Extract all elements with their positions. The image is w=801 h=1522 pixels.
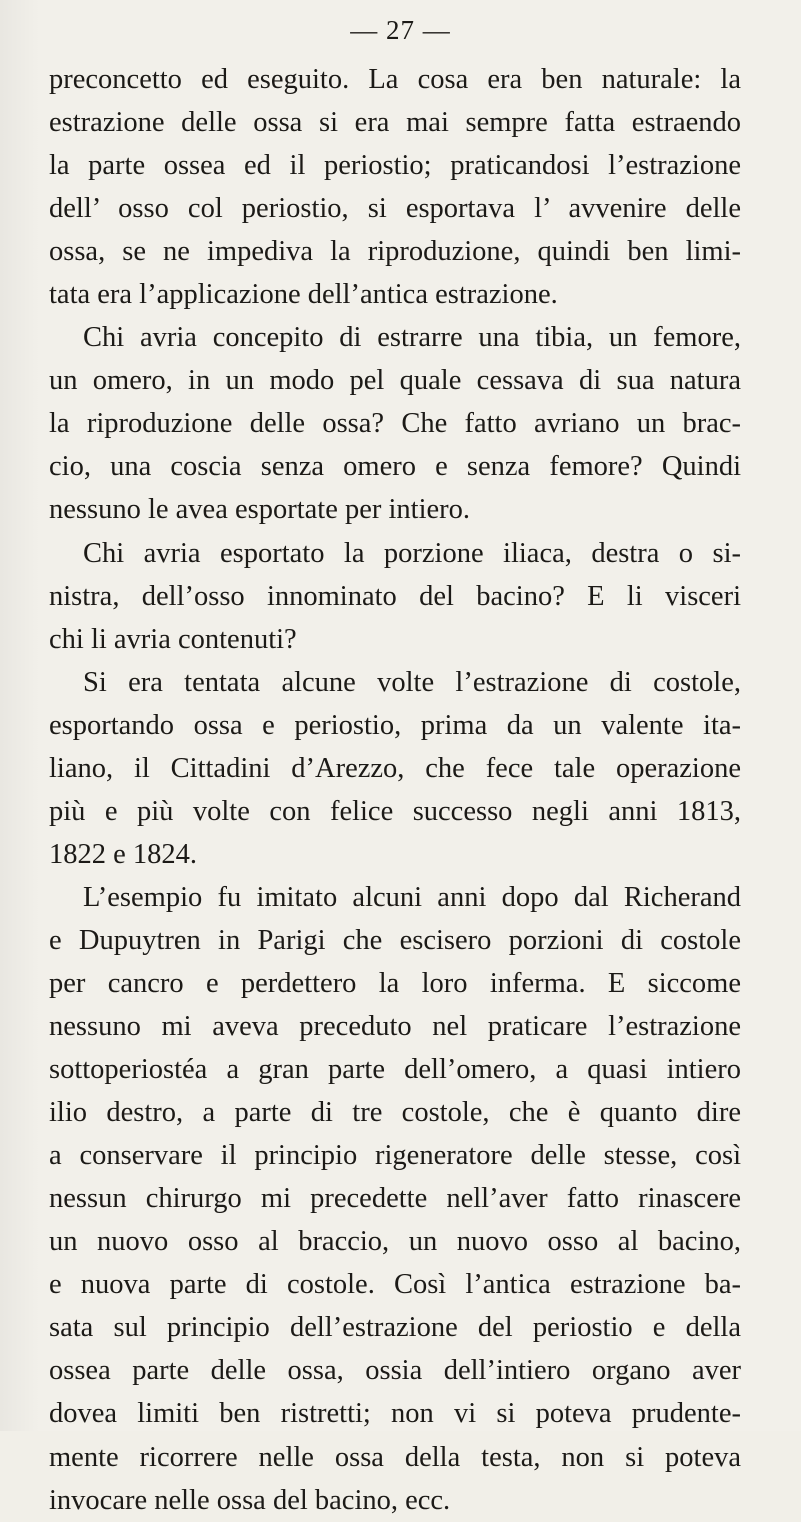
text-line: tata era l’applicazione dell’antica estrazione. [49, 279, 558, 311]
text-line: esportando ossa e periostio, prima da un valente ita- [49, 709, 741, 741]
text-line: e Dupuytren in Parigi che escisero porzioni di costole [49, 924, 741, 956]
body-text [49, 58, 741, 1522]
text-line: più e più volte con felice successo negli anni 1813, [49, 795, 741, 827]
page-number: — 27 — [350, 15, 451, 45]
text-line: la parte ossea ed il periostio; praticandosi l’estrazione [49, 150, 741, 182]
text-line: nessuno le avea esportate per intiero. [49, 494, 471, 526]
text-line: invocare nelle ossa del bacino, ecc. [49, 1484, 451, 1516]
text-line: Si era tentata alcune volte l’estrazione di costole, [83, 666, 741, 698]
text-line: Chi avria concepito di estrarre una tibia, un femore, [83, 322, 741, 354]
text-line: mente ricorrere nelle ossa della testa, non si poteva [49, 1441, 741, 1473]
text-line: Chi avria esportato la porzione iliaca, destra o si- [83, 537, 741, 569]
text-line: ossea parte delle ossa, ossia dell’intiero organo aver [49, 1355, 741, 1387]
text-line: liano, il Cittadini d’Arezzo, che fece tale operazione [49, 752, 741, 784]
text-line: nessun chirurgo mi precedette nell’aver fatto rinascere [49, 1183, 741, 1215]
text-line: ossa, se ne impediva la riproduzione, quindi ben limi- [49, 236, 741, 268]
text-line: 1822 e 1824. [49, 838, 198, 870]
text-line: nessuno mi aveva preceduto nel praticare l’estrazione [49, 1011, 741, 1043]
text-line: a conservare il principio rigeneratore delle stesse, così [49, 1140, 741, 1172]
text-line: ilio destro, a parte di tre costole, che è quanto dire [49, 1097, 741, 1129]
text-line: cio, una coscia senza omero e senza femore? Quindi [49, 451, 741, 483]
text-line: preconcetto ed eseguito. La cosa era ben naturale: la [49, 64, 741, 95]
text-line: un nuovo osso al braccio, un nuovo osso al bacino, [49, 1226, 741, 1258]
text-line: sottoperiostéa a gran parte dell’omero, a quasi intiero [49, 1054, 741, 1086]
text-line: la riproduzione delle ossa? Che fatto avriano un brac- [49, 408, 741, 440]
text-line: dell’ osso col periostio, si esportava l’ avvenire delle [49, 193, 741, 225]
text-line: L’esempio fu imitato alcuni anni dopo dal Richerand [83, 881, 741, 913]
text-line: nistra, dell’osso innominato del bacino? E li visceri [49, 580, 741, 612]
text-line: per cancro e perdettero la loro inferma. E siccome [49, 967, 741, 999]
text-line: un omero, in un modo pel quale cessava di sua natura [49, 365, 741, 397]
text-line: e nuova parte di costole. Così l’antica estrazione ba- [49, 1269, 741, 1301]
text-line: dovea limiti ben ristretti; non vi si poteva prudente- [49, 1398, 741, 1430]
text-line: chi li avria contenuti? [49, 623, 297, 655]
text-line: sata sul principio dell’estrazione del periostio e della [49, 1312, 741, 1344]
text-line: estrazione delle ossa si era mai sempre fatta estraendo [49, 107, 741, 139]
